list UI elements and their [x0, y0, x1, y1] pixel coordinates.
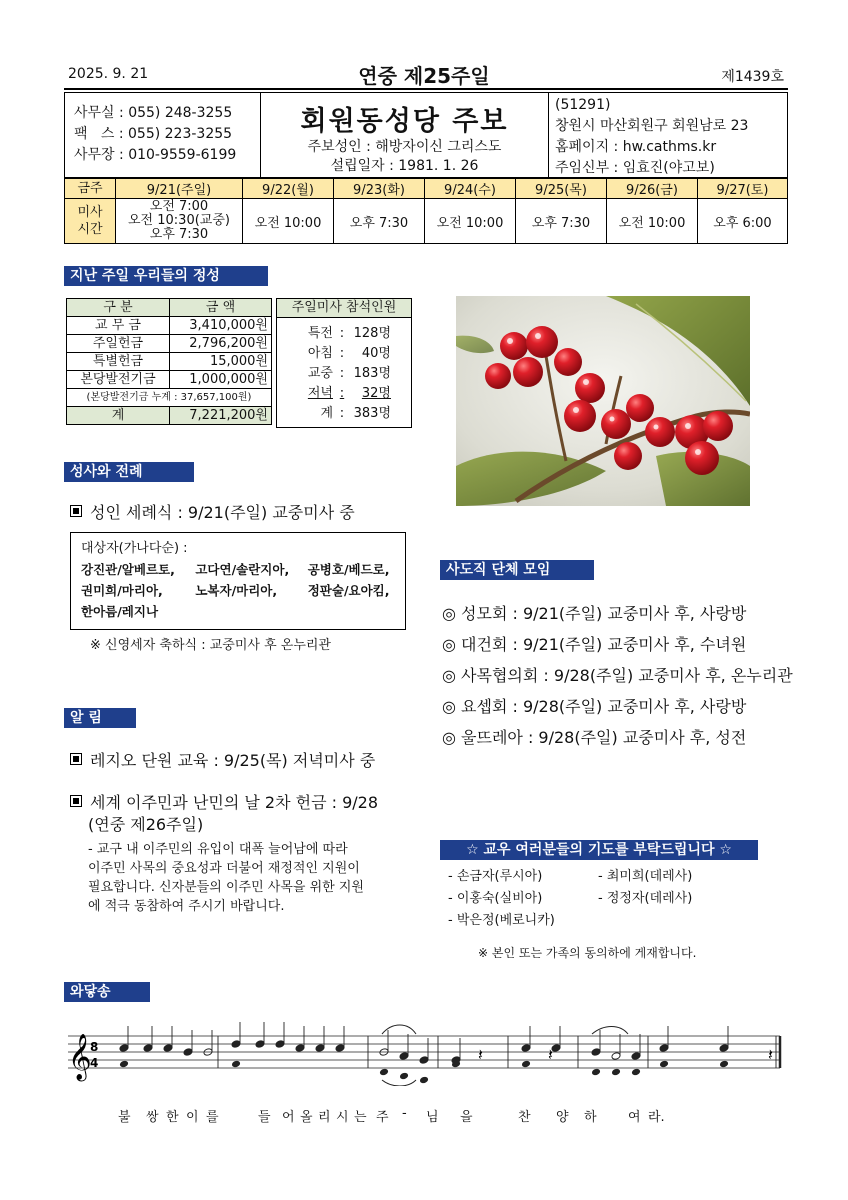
- mass-day-header: 9/21(주일): [116, 179, 243, 199]
- attendance-header: 주일미사 참석인원: [277, 299, 411, 318]
- list-item: [448, 888, 748, 910]
- lyric-syllable: 시: [336, 1110, 349, 1125]
- square-bullet-icon: [70, 795, 82, 807]
- baptism-note: ※ 신영세자 축하식 : 교중미사 후 온누리관: [90, 638, 331, 653]
- prayer-note: ※ 본인 또는 가족의 동의하에 게재합니다.: [478, 946, 697, 960]
- note-head: [335, 1044, 345, 1053]
- attendance-total-label: 계: [320, 406, 333, 421]
- attendance-label: 아침: [307, 346, 333, 361]
- mass-time: 오전 10:00: [425, 199, 516, 244]
- candidate-name: 고다연/솔란지아,: [195, 562, 290, 577]
- notice-legio: [70, 748, 375, 771]
- building-fund-note: (본당발전기금 누계 : 37,657,100원): [67, 389, 272, 407]
- notice-legio-text: 레지오 단원 교육 : 9/25(목) 저녁미사 중: [90, 751, 376, 770]
- section-offering: 지난 주일 우리들의 정성: [64, 266, 268, 286]
- slur: [382, 1025, 416, 1034]
- prayer-name: - 박은정(베로니카): [448, 913, 555, 928]
- square-bullet-icon: [70, 753, 82, 765]
- lyric-syllable: 를: [206, 1110, 219, 1125]
- address-panel: [549, 93, 789, 177]
- issue-number: 제1439호: [721, 69, 784, 85]
- slur: [592, 1027, 628, 1035]
- music-notes: [119, 1022, 773, 1084]
- lyric-syllable: 찬: [518, 1110, 531, 1125]
- rest-icon: 𝄽: [768, 1045, 773, 1064]
- note-head: [719, 1044, 729, 1053]
- bulletin-date: 2025. 9. 21: [68, 66, 149, 82]
- rest-icon: 𝄽: [548, 1045, 553, 1064]
- note-head: [659, 1044, 669, 1053]
- lyric-syllable: 이: [186, 1110, 199, 1125]
- lyric-syllable: 라.: [648, 1110, 665, 1125]
- description-line: - 교구 내 이주민의 유입이 대폭 늘어남에 따라: [88, 842, 348, 857]
- candidate-name: 강진관/알베르토,: [81, 562, 175, 577]
- prayer-name: [598, 910, 748, 932]
- lyric-syllable: 님: [426, 1110, 439, 1125]
- description-line: 필요합니다. 신자분들의 이주민 사목을 위한 지원: [88, 880, 364, 895]
- table-row: [67, 317, 272, 335]
- slur: [382, 1080, 416, 1086]
- note-head-lower: [719, 1060, 729, 1069]
- attendance-label: 특전: [307, 326, 333, 341]
- baptism-title-text: 성인 세례식 : 9/21(주일) 교중미사 중: [90, 503, 355, 522]
- mass-day-header: 9/23(화): [334, 179, 425, 199]
- mass-day-header: 9/22(월): [243, 179, 334, 199]
- note-head: [591, 1048, 601, 1057]
- attendance-row: 계 : 383명: [277, 404, 411, 424]
- pastor-name: 주임신부 : 임효진(야고보): [555, 160, 715, 176]
- liturgical-week-title: 연중 제25주일: [358, 64, 490, 88]
- note-head-lower: [419, 1076, 429, 1085]
- mass-time: 오전 7:00: [149, 199, 209, 214]
- offering-table: [66, 298, 272, 425]
- rest-icon: 𝄽: [478, 1045, 483, 1064]
- note-head-lower: [379, 1068, 389, 1077]
- lyric-syllable: 양: [556, 1110, 569, 1125]
- lyric-syllable: -: [402, 1106, 407, 1121]
- mass-day-header: 9/27(토): [698, 179, 788, 199]
- note-head: [255, 1040, 265, 1049]
- section-prayer: ☆ 교우 여러분들의 기도를 부탁드립니다 ☆: [440, 840, 758, 860]
- note-head: [631, 1052, 641, 1061]
- offering-amount: 15,000원: [170, 353, 272, 371]
- section-groups: 사도직 단체 모임: [440, 560, 594, 580]
- attendance-label: 교중: [307, 366, 333, 381]
- attendance-count: 128명: [353, 326, 391, 341]
- note-head-lower: [591, 1068, 601, 1077]
- lyric-syllable: 한: [166, 1110, 179, 1125]
- offering-label: 특별헌금: [67, 353, 170, 371]
- list-item: ◎ 대건회 : 9/21(주일) 교중미사 후, 수녀원: [442, 635, 747, 654]
- note-head-lower: [659, 1060, 669, 1069]
- offering-amount: 2,796,200원: [170, 335, 272, 353]
- attendance-row: 저녁 : 32명: [277, 384, 411, 404]
- attendance-box: [276, 298, 412, 428]
- prayer-name: - 손금자(루시아): [448, 869, 543, 884]
- notice-migrants-sub: (연중 제26주일): [88, 815, 204, 834]
- list-item: [448, 866, 748, 888]
- note-head: [399, 1052, 409, 1061]
- mass-schedule-table: [64, 178, 788, 244]
- description-line: 이주민 사목의 중요성과 더불어 재정적인 지원이: [88, 861, 360, 876]
- mass-day-header: 9/24(수): [425, 179, 516, 199]
- attendance-row: 특전 : 128명: [277, 324, 411, 344]
- attendance-row: 아침 : 40명: [277, 344, 411, 364]
- candidate-name: 권미희/마리아,: [81, 583, 163, 598]
- note-head: [521, 1044, 531, 1053]
- candidate-name: 공병호/베드로,: [307, 562, 390, 577]
- note-head: [419, 1056, 429, 1065]
- mass-time: 오전 10:30(교중): [128, 213, 230, 228]
- mass-day-header: 9/26(금): [607, 179, 698, 199]
- candidate-name: 정판술/요아킴,: [307, 583, 390, 598]
- notice-migrants-description: [88, 840, 408, 916]
- fax-number: 팩 스 : 055) 223-3255: [74, 126, 233, 142]
- note-head: [611, 1052, 621, 1061]
- note-head: [295, 1044, 305, 1053]
- square-bullet-icon: [70, 505, 82, 517]
- prayer-list: [448, 866, 748, 932]
- offering-total-label: 계: [67, 407, 170, 425]
- street-address: 창원시 마산회원구 회원남로 23: [555, 118, 749, 134]
- parish-name: 회원동성당 주보: [300, 106, 509, 137]
- offering-total-amount: 7,221,200원: [170, 407, 272, 425]
- parish-info-box: [64, 92, 788, 178]
- note-head-lower: [399, 1072, 409, 1081]
- note-head: [143, 1044, 153, 1053]
- lyric-syllable: 는: [354, 1110, 367, 1125]
- section-sacraments: 성사와 전례: [64, 462, 194, 482]
- mass-time: 오후 7:30: [149, 227, 209, 242]
- note-head: [119, 1044, 129, 1053]
- mass-time: 오전 10:00: [243, 199, 334, 244]
- contact-panel: [65, 93, 261, 177]
- sheet-music: [64, 1014, 784, 1086]
- note-head-lower: [119, 1060, 129, 1069]
- table-row: [67, 371, 272, 389]
- lyric-syllable: 들: [258, 1110, 271, 1125]
- list-item: ◎ 성모회 : 9/21(주일) 교중미사 후, 사랑방: [442, 604, 747, 623]
- mass-time: 오후 7:30: [516, 199, 607, 244]
- offering-amount: 1,000,000원: [170, 371, 272, 389]
- lyric-syllable: 올: [300, 1110, 313, 1125]
- time-signature-bottom: 4: [90, 1056, 99, 1070]
- mass-side-label-top: 금주: [65, 179, 116, 199]
- note-head-lower: [521, 1060, 531, 1069]
- lyric-syllable: 하: [584, 1110, 597, 1125]
- treble-clef-icon: 𝄞: [68, 1034, 92, 1080]
- baptism-candidates-box: [70, 532, 406, 630]
- offering-label: 교 무 금: [67, 317, 170, 335]
- list-item: ◎ 사목협의회 : 9/28(주일) 교중미사 후, 온누리관: [442, 666, 793, 685]
- candidate-name: 한아름/레지나: [81, 604, 159, 619]
- list-item: [448, 910, 748, 932]
- prayer-name: - 정정자(데레사): [598, 891, 693, 906]
- baptism-title: [70, 500, 355, 523]
- postcode: (51291): [555, 97, 611, 113]
- patron-saint: 주보성인 : 해방자이신 그리스도: [307, 139, 502, 155]
- mass-time: 오전 10:00: [607, 199, 698, 244]
- candidate-name: 노복자/마리아,: [195, 583, 278, 598]
- group-meetings-list: [442, 598, 793, 753]
- list-item: ◎ 울뜨레아 : 9/28(주일) 교중미사 후, 성전: [442, 728, 747, 747]
- table-row: [67, 335, 272, 353]
- mass-day-header: 9/25(목): [516, 179, 607, 199]
- mass-time: 오후 6:00: [698, 199, 788, 244]
- note-head-lower: [611, 1068, 621, 1077]
- attendance-row: 교중 : 183명: [277, 364, 411, 384]
- lyric-syllable: 리: [318, 1110, 331, 1125]
- attendance-total-count: 383명: [353, 406, 391, 421]
- homepage-link[interactable]: 홈페이지 : hw.cathms.kr: [555, 139, 717, 155]
- offering-label: 본당발전기금: [67, 371, 170, 389]
- description-line: 에 적극 동참하여 주시기 바랍니다.: [88, 899, 285, 914]
- attendance-count: 32명: [361, 386, 391, 401]
- note-head: [275, 1040, 285, 1049]
- note-head: [231, 1040, 241, 1049]
- mass-side-label-bottom: 미사 시간: [65, 199, 116, 244]
- lyric-syllable: 쌍: [146, 1110, 159, 1125]
- section-notices: 알 림: [64, 708, 136, 728]
- lyric-syllable: 을: [460, 1110, 473, 1125]
- founded-date: 설립일자 : 1981. 1. 26: [330, 158, 479, 174]
- table-row: [67, 353, 272, 371]
- note-head: [315, 1044, 325, 1053]
- mass-time: 오후 7:30: [334, 199, 425, 244]
- note-head: [163, 1044, 173, 1053]
- attendance-count: 40명: [361, 346, 391, 361]
- time-signature-top: 8: [90, 1040, 99, 1054]
- attendance-label: 저녁: [307, 386, 333, 401]
- offering-header-amount: 금 액: [170, 299, 272, 317]
- header-divider: [64, 88, 788, 90]
- notice-migrants-text: 세계 이주민과 난민의 날 2차 헌금 : 9/28: [90, 793, 379, 812]
- berries-photo: [456, 296, 750, 506]
- prayer-name: - 이홍숙(실비아): [448, 891, 543, 906]
- list-item: ◎ 요셉회 : 9/28(주일) 교중미사 후, 사랑방: [442, 697, 747, 716]
- lyric-syllable: 불: [118, 1110, 131, 1125]
- section-hymn: 와닿송: [64, 982, 150, 1002]
- manager-phone: 사무장 : 010-9559-6199: [74, 147, 237, 163]
- note-head-lower: [631, 1068, 641, 1077]
- prayer-name: - 최미희(데레사): [598, 869, 693, 884]
- lyric-syllable: 어: [282, 1110, 295, 1125]
- attendance-count: 183명: [353, 366, 391, 381]
- offering-amount: 3,410,000원: [170, 317, 272, 335]
- offering-label: 주일헌금: [67, 335, 170, 353]
- lyric-syllable: 여: [628, 1110, 641, 1125]
- note-head: [183, 1048, 193, 1057]
- lyric-syllable: 주: [376, 1110, 389, 1125]
- mass-times-cell: [116, 199, 243, 244]
- note-head-lower: [231, 1060, 241, 1069]
- notice-migrants: [70, 790, 378, 813]
- offering-header-label: 구 분: [67, 299, 170, 317]
- office-phone: 사무실 : 055) 248-3255: [74, 105, 233, 121]
- parish-title-panel: [261, 93, 549, 177]
- candidates-title: 대상자(가나다순) :: [81, 541, 188, 556]
